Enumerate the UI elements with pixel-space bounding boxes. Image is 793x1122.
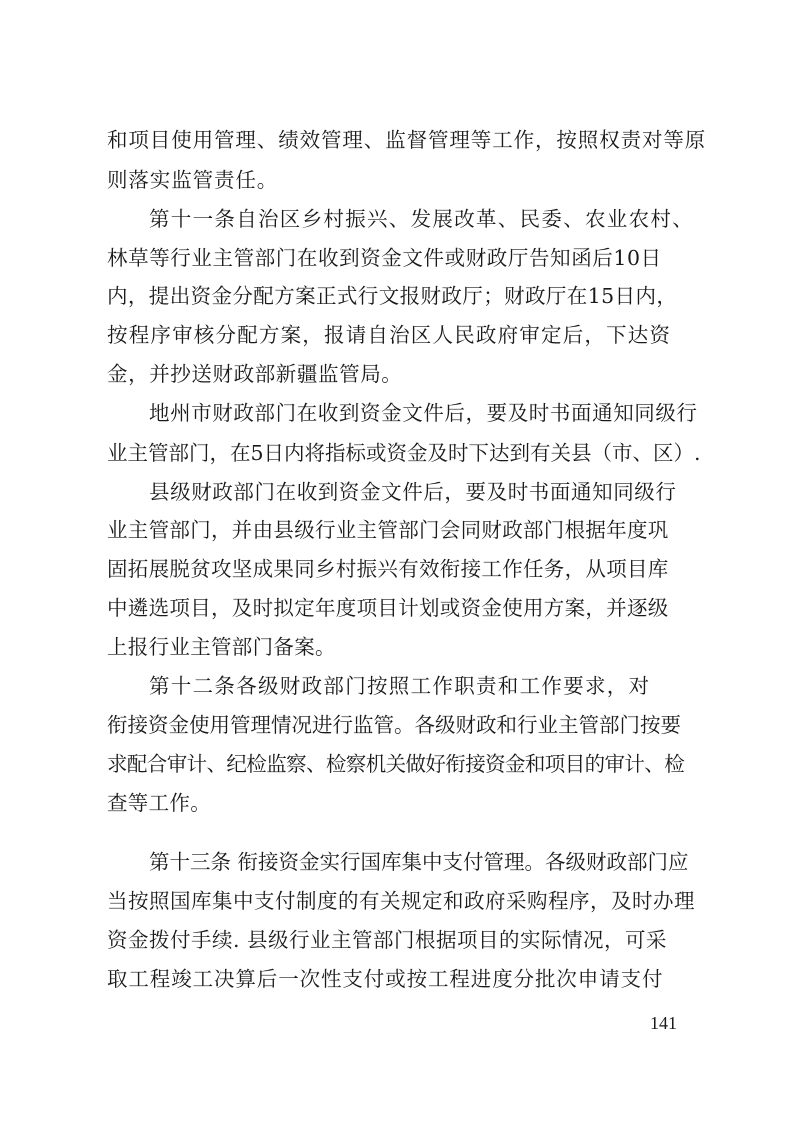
text-line-9: 业主管部门，在5日内将指标或资金及时下达到有关县（市、区）.	[107, 441, 701, 465]
text-line-19: 第十三条 衔接资金实行国库集中支付管理。各级财政部门应	[149, 850, 689, 874]
page-number: 141	[650, 1013, 677, 1033]
text-line-2: 则落实监管责任。	[107, 168, 279, 192]
text-line-18: 查等工作。	[107, 791, 211, 815]
text-line-20: 当按照国库集中支付制度的有关规定和政府采购程序，及时办理	[107, 889, 695, 913]
text-line-8: 地州市财政部门在收到资金文件后，要及时书面通知同级行	[149, 401, 698, 425]
text-line-17: 求配合审计、纪检监察、检察机关做好衔接资金和项目的审计、检	[107, 752, 685, 776]
text-line-15: 第十二条各级财政部门按照工作职责和工作要求，对	[149, 674, 651, 698]
text-line-1: 和项目使用管理、绩效管理、监督管理等工作，按照权责对等原	[107, 128, 707, 152]
text-line-11: 业主管部门，并由县级行业主管部门会同财政部门根据年度巩	[107, 518, 669, 542]
text-line-14: 上报行业主管部门备案。	[107, 635, 336, 659]
text-line-21: 资金拨付手续. 县级行业主管部门根据项目的实际情况，可采	[107, 928, 668, 952]
text-line-12: 固拓展脱贫攻坚成果同乡村振兴有效衔接工作任务，从项目库	[107, 557, 669, 581]
text-line-6: 按程序审核分配方案，报请自治区人民政府审定后，下达资	[107, 323, 672, 347]
text-line-3: 第十一条自治区乡村振兴、发展改革、民委、农业农村、	[149, 207, 694, 231]
text-line-4: 林草等行业主管部门在收到资金文件或财政厅告知函后10日	[107, 246, 662, 270]
text-line-5: 内，提出资金分配方案正式行文报财政厅；财政厅在15日内，	[107, 284, 678, 308]
text-line-7: 金，并抄送财政部新疆监管局。	[107, 362, 403, 386]
text-line-10: 县级财政部门在收到资金文件后，要及时书面通知同级行	[149, 480, 677, 504]
text-line-13: 中遴选项目，及时拟定年度项目计划或资金使用方案，并逐级	[107, 596, 669, 620]
text-line-16: 衔接资金使用管理情况进行监管。各级财政和行业主管部门按要	[107, 713, 681, 737]
text-line-22: 取工程竣工决算后一次性支付或按工程进度分批次申请支付	[107, 967, 664, 991]
